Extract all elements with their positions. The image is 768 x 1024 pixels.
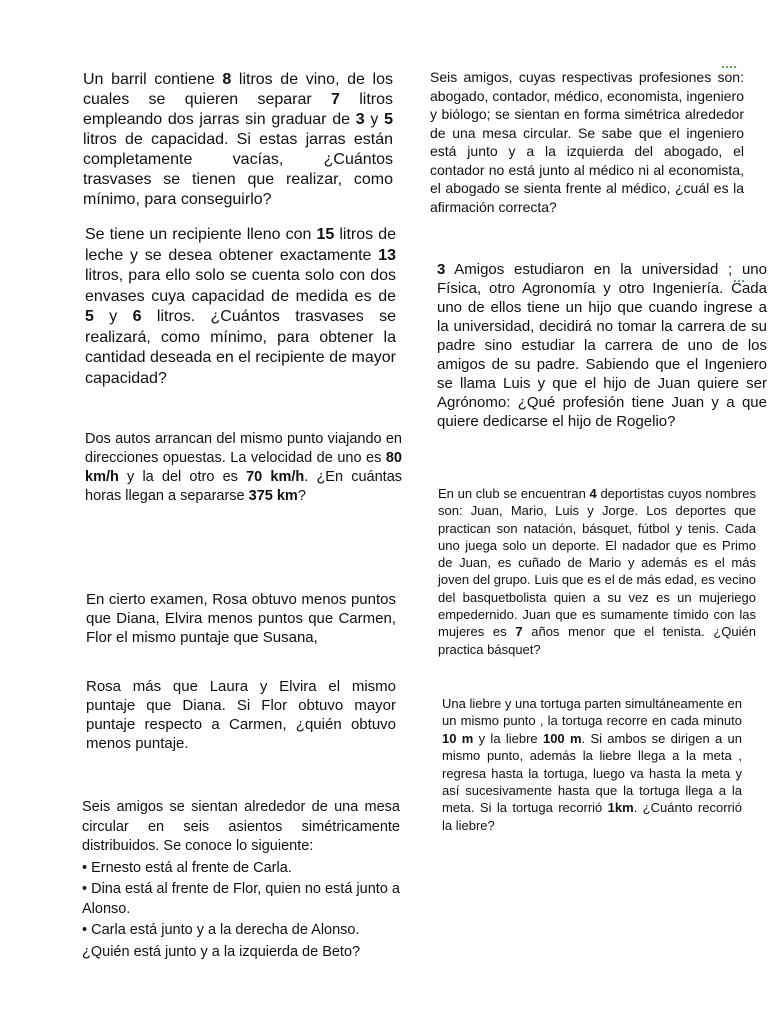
value: 70 km/h <box>246 469 305 485</box>
clue-3: • Carla está junto y a la derecha de Alonso. <box>82 922 360 938</box>
annotation-mark <box>722 58 736 68</box>
number: 5 <box>384 111 393 128</box>
number: 8 <box>222 71 232 88</box>
text: En un club se encuentran <box>438 486 590 501</box>
number: 4 <box>589 486 597 501</box>
problem-universidad <box>437 260 767 431</box>
value: 10 m <box>442 730 474 746</box>
number: 6 <box>132 308 142 325</box>
text: Dos autos arrancan del mismo punto viajando en direcciones opuestas. La velocidad de uno es <box>85 431 402 466</box>
problem-liebre <box>442 695 742 834</box>
problem-barril <box>83 70 394 208</box>
value: 1km <box>607 800 634 816</box>
problem-autos <box>85 430 402 505</box>
problem-examen-part2: Rosa más que Laura y Elvira el mismo puntaje que Diana. Si Flor obtuvo mayor puntaje respecto a Carmen, ¿quién obtuvo menos puntaje. <box>86 678 396 752</box>
problem-examen-part1: En cierto examen, Rosa obtuvo menos puntos que Diana, Elvira menos puntos que Carmen, Flor el mismo puntaje que Susana, <box>86 591 396 646</box>
number: 13 <box>378 246 396 264</box>
text: litros, para ello solo se cuenta solo con dos envases cuya capacidad de medida es de <box>85 267 396 305</box>
number: 15 <box>316 226 335 243</box>
clue-1: • Ernesto está al frente de Carla. <box>82 859 292 876</box>
number: 3 <box>355 111 365 128</box>
text: y <box>364 111 385 128</box>
number: 7 <box>331 91 340 108</box>
intro: Seis amigos se sientan alrededor de una mesa circular en seis asientos simétricamente distribuidos. Se conoce lo siguiente: <box>82 799 400 854</box>
value: 100 m <box>542 730 582 746</box>
annotation-mark <box>734 272 744 282</box>
text: . Si ambos se dirigen a un mismo punto, además la liebre llega a la meta , regresa hasta la tortuga, luego va hasta la meta y así sucesivamente hasta que la tortuga llega a la meta. Si la tortuga recorrió <box>442 730 742 816</box>
text: y la liebre <box>473 730 543 746</box>
text: litros empleando dos jarras sin graduar de <box>83 91 393 128</box>
text: . ¿Cuánto recorrió la liebre? <box>442 800 742 833</box>
text: litros de capacidad. Si estas jarras están completamente vacías, ¿Cuántos trasvases se tienen que realizar, como mínimo, para conseguirlo? <box>83 131 393 208</box>
problem-recipiente <box>85 225 397 387</box>
problem-asientos <box>82 798 400 962</box>
problem-club <box>438 485 756 658</box>
text: litros de leche y se desea obtener exactamente <box>85 226 397 264</box>
problem-profesiones: Seis amigos, cuyas respectivas profesiones son: abogado, contador, médico, economista, ingeniero y biólogo; se sientan en forma simétrica alrededor de una mesa circular. Se sabe que el ingeniero está junto y a la izquierda del abogado, el contador no está junto al médico ni al economista, el abogado se sienta frente al médico, ¿cuál es la afirmación correcta? <box>430 69 744 215</box>
text: litros. ¿Cuántos trasvases se realizará, como mínimo, para obtener la cantidad deseada en el recipiente de mayor capacidad? <box>85 308 397 387</box>
text: . ¿En cuántas horas llegan a separarse <box>85 469 403 504</box>
text: Una liebre y una tortuga parten simultáneamente en un mismo punto , la tortuga recorre en cada minuto <box>442 696 742 729</box>
text: Amigos estudiaron en la universidad ; uno Física, otro Agronomía y otro Ingeniería. Cada uno de ellos tiene un hijo que cuando ingrese a la universidad, decidirá no tomar la carrera de su padre sino estudiar la carrera de uno de los amigos de su padre. Sabiendo que el Ingeniero se llama Luis y que el hijo de Juan quiere ser Agrónomo: ¿Qué profesión tiene Juan y a que quiere dedicarse el hijo de Rogelio? <box>437 261 767 430</box>
number: 5 <box>85 308 94 325</box>
text: Un barril contiene <box>83 71 223 88</box>
question: ¿Quién está junto y a la izquierda de Beto? <box>82 943 361 960</box>
text: y <box>93 308 133 325</box>
number: 7 <box>515 624 523 640</box>
text: deportistas cuyos nombres son: Juan, Mario, Luis y Jorge. Los deportes que practican son natación, básquet, fútbol y tenis. Cada uno juega solo un deporte. El nadador que es Primo de Juan, es cuñado de Mario y además es el más joven del grupo. Luis que es el de más edad, es vecino del basquetbolista quien a su vez es un mujeriego empedernido. Juan que es sumamente tímido con las mujeres es <box>438 486 756 640</box>
text: y la del otro es <box>118 469 247 485</box>
value: 80 km/h <box>85 450 402 485</box>
text: Se tiene un recipiente lleno con <box>85 226 317 243</box>
text: litros de vino, de los cuales se quieren separar <box>83 71 394 108</box>
text: años menor que el tenista. ¿Quién practica básquet? <box>438 624 756 657</box>
value: 375 km <box>248 488 298 504</box>
number: 3 <box>437 261 446 278</box>
clue-2: • Dina está al frente de Flor, quien no está junto a Alonso. <box>82 881 400 917</box>
text: ? <box>297 488 306 504</box>
